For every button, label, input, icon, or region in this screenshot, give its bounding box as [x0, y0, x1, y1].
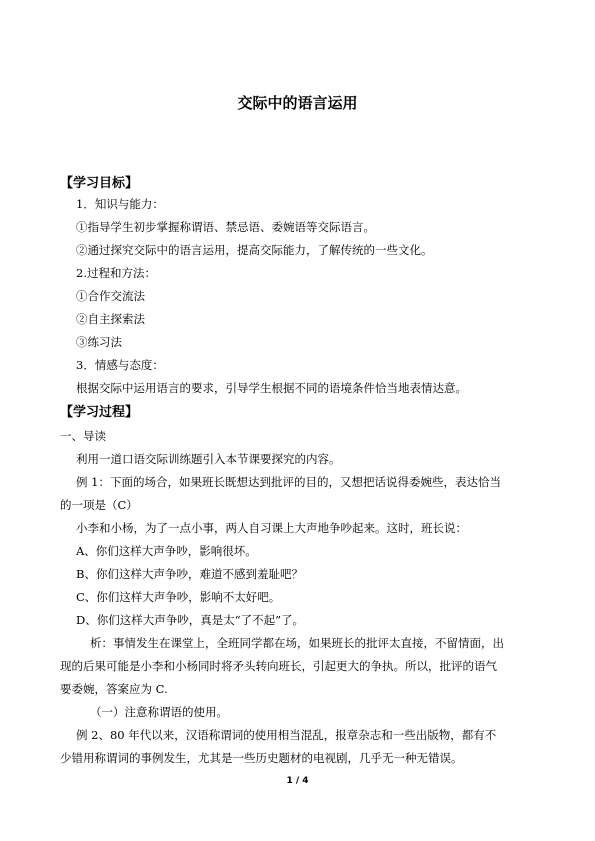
text-line: ①指导学生初步掌握称谓语、禁忌语、委婉语等交际语言。 [76, 220, 375, 234]
text-line: ③练习法 [76, 335, 122, 349]
text-line: 利用一道口语交际训练题引入本节课要探究的内容。 [76, 452, 341, 466]
text-line: 3．情感与态度： [76, 358, 164, 372]
text-line: ①合作交流法 [76, 289, 145, 303]
section-heading-learning-goals: 【学习目标】 [60, 176, 139, 191]
text-line: B、你们这样大声争吵，难道不感到羞耻吧？ [76, 567, 303, 581]
text-line: 小李和小杨，为了一点小事，两人自习课上大声地争吵起来。这时，班长说： [76, 521, 467, 535]
page-number: 1 / 4 [286, 776, 309, 786]
text-line: 要委婉，答案应为 C. [60, 682, 168, 696]
text-line: 1．知识与能力： [76, 197, 164, 211]
text-line: （一）注意称谓语的使用。 [90, 705, 228, 719]
text-line: D、你们这样大声争吵，真是太“了不起”了。 [76, 613, 304, 627]
text-line: 析：事情发生在课堂上，全班同学都在场，如果班长的批评太直接，不留情面，出 [90, 636, 504, 650]
text-line: 例 1：下面的场合，如果班长既想达到批评的目的，又想把话说得委婉些，表达恰当 [76, 475, 501, 489]
text-line: C、你们这样大声争吵，影响不太好吧。 [76, 590, 281, 604]
section-heading-learning-process: 【学习过程】 [60, 405, 139, 420]
text-line: ②通过探究交际中的语言运用，提高交际能力，了解传统的一些文化。 [76, 243, 433, 257]
text-line: 少错用称谓词的事例发生，尤其是一些历史题材的电视剧，几乎无一种无错误。 [60, 751, 463, 765]
text-line: ②自主探索法 [76, 312, 145, 326]
document-title: 交际中的语言运用 [237, 94, 358, 112]
text-line: 现的后果可能是小李和小杨同时将矛头转向班长，引起更大的争执。所以，批评的语气 [60, 659, 497, 673]
text-line: 根据交际中运用语言的要求，引导学生根据不同的语境条件恰当地表情达意。 [76, 381, 467, 395]
text-line: 例 2、80 年代以来，汉语称谓词的使用相当混乱，报章杂志和一些出版物，都有不 [76, 728, 497, 742]
text-line: 2.过程和方法： [76, 266, 156, 280]
text-line: 的一项是（C） [60, 498, 138, 512]
text-line: A、你们这样大声争吵，影响很坏。 [76, 544, 257, 558]
text-line: 一、导读 [60, 429, 106, 443]
